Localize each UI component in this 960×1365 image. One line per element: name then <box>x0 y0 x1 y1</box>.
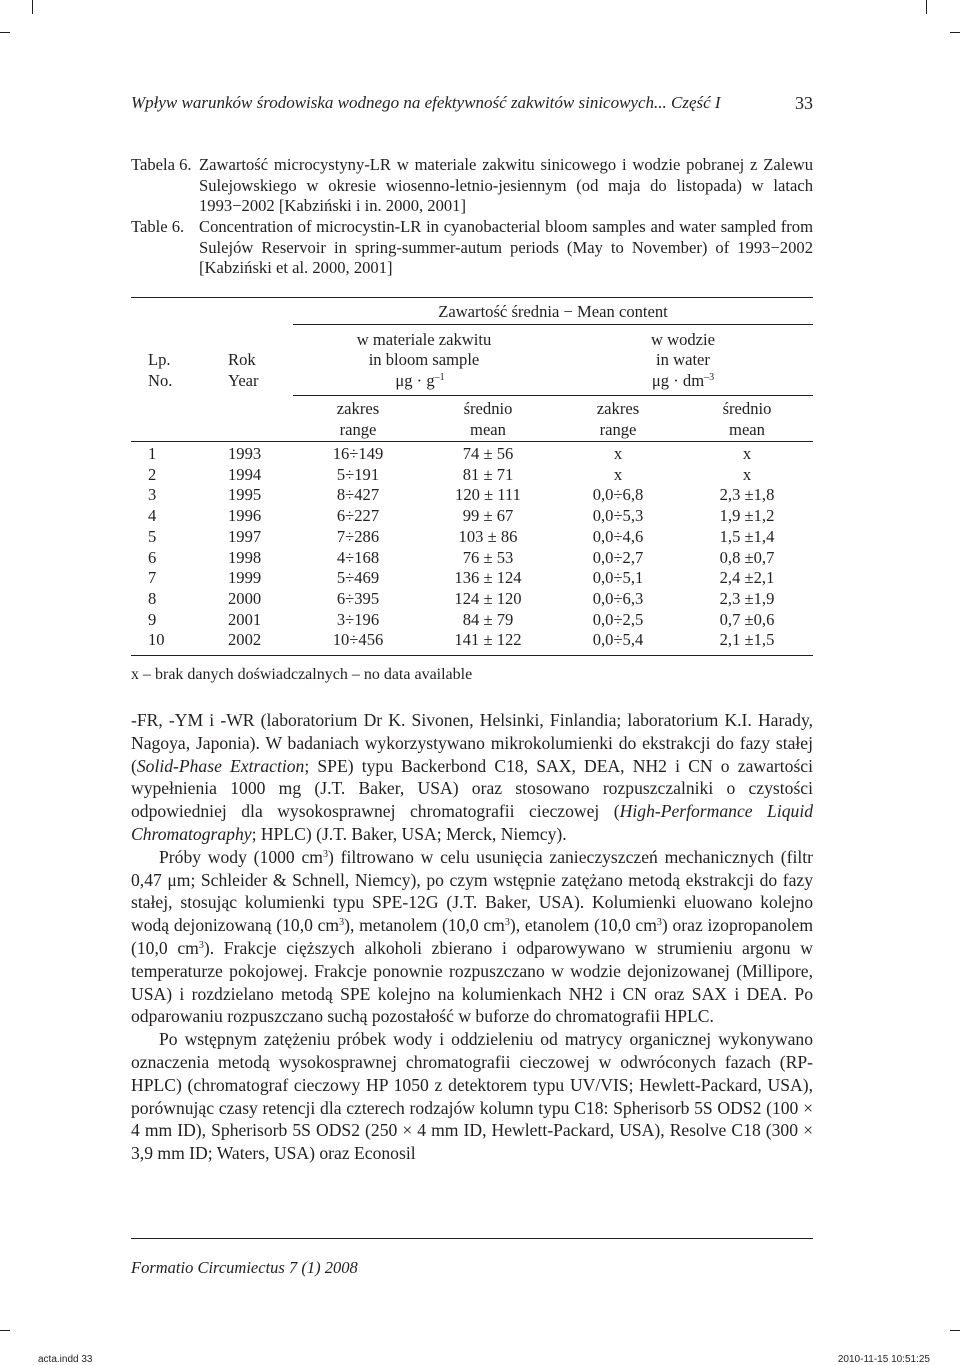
cell-bloom-mean: 74 ± 56 <box>462 444 514 463</box>
header-bloom-unit <box>395 371 444 391</box>
cell-no: 4 <box>148 506 157 526</box>
caption-text: Concentration of microcystin-LR in cyanobacterial bloom samples and water sampled from Sulejów Reservoir in spring-summer-autum periods (May to November) of 1993−2002 [Kabziński et al. 2000, 2001] <box>199 217 813 277</box>
cell-year: 1999 <box>228 568 262 588</box>
subheader-water-range-pl: zakres <box>596 399 640 418</box>
cell-bloom-mean: 103 ± 86 <box>458 526 518 546</box>
header-water-en: in water <box>656 350 710 369</box>
cell-bloom-range: 3÷196 <box>336 609 380 629</box>
cell-bloom-range: 10÷456 <box>332 630 384 650</box>
cell-no: 2 <box>148 464 157 484</box>
superscript: 3 <box>322 848 328 860</box>
crop-mark <box>32 0 33 14</box>
cell-bloom-range: 6÷227 <box>336 506 380 526</box>
crop-mark <box>950 32 960 33</box>
cell-bloom-range: 5÷469 <box>336 568 380 588</box>
cell-bloom-range: 4÷168 <box>336 547 380 567</box>
footer-rule <box>131 1238 813 1239</box>
cell-water-range: 0,0÷4,6 <box>592 526 644 546</box>
header-no: No. <box>148 371 173 390</box>
slug-datetime: 2010-11-15 10:51:25 <box>837 1354 930 1365</box>
cell-year: 1993 <box>228 444 262 463</box>
cell-water-range: 0,0÷6,8 <box>592 485 644 505</box>
cell-water-range: 0,0÷5,1 <box>592 568 644 588</box>
text-run-italic: Solid-Phase Extraction <box>136 755 305 776</box>
cell-no: 8 <box>148 588 157 608</box>
caption-label: Tabela 6. <box>131 155 192 174</box>
paragraph <box>131 709 813 846</box>
superscript: 3 <box>656 917 662 929</box>
cell-bloom-range: 8÷427 <box>336 485 380 505</box>
text-run: ) oraz izopropanolem (10,0 cm <box>131 915 814 958</box>
crop-mark <box>926 0 927 14</box>
subheader-bloom-range-en: range <box>339 420 377 439</box>
cell-bloom-range: 6÷395 <box>336 588 380 608</box>
text-run: ; SPE) typu Backerbond C18, SAX, DEA, NH2 i CN o zawartości wypełnienia 1000 mg (J.T. Baker, USA) oraz stosowano rozpuszczalniki o czystości odpowiedniej dla wysokosprawnej chromatografii cieczowej ( <box>131 755 813 822</box>
cell-year: 1995 <box>228 485 262 505</box>
text-run: -FR, -YM i -WR (laboratorium Dr K. Sivonen, Helsinki, Finlandia; laboratorium K.I. Harady, Nagoya, Japonia). W badaniach wykorzystywano mikrokolumienki do ekstrakcji do fazy stałej ( <box>131 710 813 776</box>
cell-water-mean: x <box>742 444 752 463</box>
cell-water-mean: 1,9 ±1,2 <box>719 506 775 526</box>
text-run-italic: High-Performance Liquid Chromatography <box>131 801 814 844</box>
paragraph: Po wstępnym zatężeniu próbek wody i oddzieleniu od matrycy organicznej wykonywano oznaczenia metodą wysokosprawnej chromatografii cieczowej w odwróconych fazach (RP-HPLC) (chromatograf cieczowy HP 1050 z detektorem typu UV/VIS; Hewlett-Packard, USA), porównując czasy retencji dla czterech rodzajów kolumn typu C18: Spherisorb 5S ODS2 (100 × 4 mm ID), Spherisorb 5S ODS2 (250 × 4 mm ID, Hewlett-Packard, USA), Resolve C18 (300 × 3,9 mm ID; Waters, USA) oraz Econosil <box>131 1029 813 1164</box>
group-header: Zawartość średnia − Mean content <box>438 302 668 321</box>
subheader-water-range-en: range <box>599 420 637 439</box>
cell-bloom-mean: 120 ± 111 <box>455 485 521 505</box>
cell-water-mean: 0,8 ±0,7 <box>719 547 775 567</box>
text-run: ) filtrowano w celu usunięcia zanieczyszczeń mechanicznych (filtr 0,47 μm; Schleider & Schnell, Niemcy), po czym wstępnie zatężano metodą ekstrakcji do fazy stałej, stosując kolumienki typu SPE-12G (J.T. Baker, USA). Kolumienki eluowano kolejno wodą dejonizowaną (10,0 cm <box>131 846 813 936</box>
header-bloom-en: in bloom sample <box>368 350 480 369</box>
slug-filename: acta.indd 33 <box>38 1354 93 1365</box>
caption-text: Zawartość microcystyny-LR w materiale zakwitu sinicowego i wodzie pobranej z Zalewu Sulejowskiego w okresie wiosenno-letnio-jesiennym (od maja do listopada) w latach 1993−2002 [Kabziński i in. 2000, 2001] <box>199 155 813 215</box>
crop-mark <box>0 1330 10 1331</box>
header-lp: Lp. <box>148 350 171 369</box>
cell-bloom-mean: 81 ± 71 <box>462 464 514 484</box>
cell-no: 10 <box>148 630 165 650</box>
header-rok: Rok <box>228 350 256 369</box>
table-header-rule <box>131 441 813 442</box>
paragraph <box>131 846 813 1028</box>
table-top-rule <box>131 297 813 298</box>
text-run: Próby wody (1000 cm <box>159 846 323 867</box>
superscript: 3 <box>504 917 510 929</box>
crop-mark <box>950 1330 960 1331</box>
body-text <box>131 709 813 1165</box>
subheader-bloom-range-pl: zakres <box>336 399 380 418</box>
cell-year: 2001 <box>228 609 262 629</box>
cell-water-range: 0,0÷6,3 <box>592 588 644 608</box>
cell-bloom-range: 5÷191 <box>336 464 380 484</box>
table-caption-english <box>131 217 813 279</box>
subheader-bloom-mean-en: mean <box>470 420 506 439</box>
running-title: Wpływ warunków środowiska wodnego na efektywność zakwitów sinicowych... Część I <box>131 93 721 112</box>
table-footnote: x – brak danych doświadczalnych – no data available <box>131 666 473 683</box>
subheader-water-mean-en: mean <box>729 420 765 439</box>
unit-exponent: –3 <box>704 372 715 383</box>
journal-footer: Formatio Circumiectus 7 (1) 2008 <box>131 1258 358 1277</box>
header-water-unit <box>652 371 714 391</box>
cell-bloom-mean: 136 ± 124 <box>454 568 522 588</box>
text-run: ), metanolem (10,0 cm <box>344 915 505 936</box>
cell-year: 1997 <box>228 526 262 546</box>
cell-year: 1998 <box>228 547 262 567</box>
cell-water-mean: 2,1 ±1,5 <box>719 630 775 650</box>
header-year: Year <box>228 371 259 390</box>
cell-bloom-mean: 84 ± 79 <box>462 609 514 629</box>
cell-bloom-mean: 99 ± 67 <box>462 506 514 526</box>
cell-water-range: x <box>613 464 623 484</box>
cell-bloom-range: 16÷149 <box>332 444 384 463</box>
cell-water-mean: 2,3 ±1,8 <box>719 485 775 505</box>
cell-year: 1996 <box>228 506 262 526</box>
cell-no: 5 <box>148 526 157 546</box>
cell-bloom-range: 7÷286 <box>336 526 380 546</box>
superscript: 3 <box>198 939 204 951</box>
cell-water-range: x <box>613 444 623 463</box>
cell-year: 2000 <box>228 588 262 608</box>
cell-water-range: 0,0÷5,4 <box>592 630 644 650</box>
cell-year: 1994 <box>228 464 262 484</box>
group-header-rule <box>293 324 813 325</box>
cell-no: 7 <box>148 568 157 588</box>
cell-no: 1 <box>148 444 157 463</box>
table-bottom-rule <box>131 655 813 656</box>
cell-water-mean: 0,7 ±0,6 <box>719 609 775 629</box>
caption-label: Table 6. <box>131 217 185 236</box>
unit-text: μg · dm <box>651 371 705 390</box>
header-bloom-pl: w materiale zakwitu <box>356 330 492 349</box>
cell-water-range: 0,0÷5,3 <box>592 506 644 526</box>
cell-bloom-mean: 76 ± 53 <box>462 547 514 567</box>
table-caption-polish <box>131 155 813 217</box>
cell-water-mean: 1,5 ±1,4 <box>719 526 775 546</box>
header-water-pl: w wodzie <box>650 330 716 349</box>
text-run: ). Frakcje cięższych alkoholi zbierano i odparowywano w strumieniu argonu w temperaturze pokojowej. Frakcje ponownie rozpuszczano w wodzie dejonizowanej (Millipore, USA) i rozdzielano metodą SPE kolejno na kolumienkach NH2 i CN oraz SAX i DEA. Po odparowaniu rozpuszczano suchą pozostałość w buforze do chromatografii HPLC. <box>131 937 813 1027</box>
cell-water-mean: 2,3 ±1,9 <box>719 588 775 608</box>
unit-rule <box>293 395 813 396</box>
cell-no: 6 <box>148 547 157 567</box>
unit-text: μg · g <box>395 371 435 390</box>
cell-water-range: 0,0÷2,5 <box>592 609 644 629</box>
text-run: ; HPLC) (J.T. Baker, USA; Merck, Niemcy). <box>251 823 567 844</box>
superscript: 3 <box>339 917 345 929</box>
cell-bloom-mean: 141 ± 122 <box>454 630 522 650</box>
running-header <box>131 93 813 117</box>
subheader-water-mean-pl: średnio <box>722 399 772 418</box>
subheader-bloom-mean-pl: średnio <box>463 399 513 418</box>
cell-no: 9 <box>148 609 157 629</box>
page-number: 33 <box>795 93 813 113</box>
text-run: ), etanolem (10,0 cm <box>509 915 657 936</box>
cell-no: 3 <box>148 485 157 505</box>
cell-bloom-mean: 124 ± 120 <box>454 588 522 608</box>
cell-water-range: 0,0÷2,7 <box>592 547 644 567</box>
unit-exponent: –1 <box>434 372 445 383</box>
crop-mark <box>0 32 10 33</box>
cell-water-mean: x <box>742 464 752 484</box>
cell-water-mean: 2,4 ±2,1 <box>719 568 775 588</box>
cell-year: 2002 <box>228 630 262 650</box>
